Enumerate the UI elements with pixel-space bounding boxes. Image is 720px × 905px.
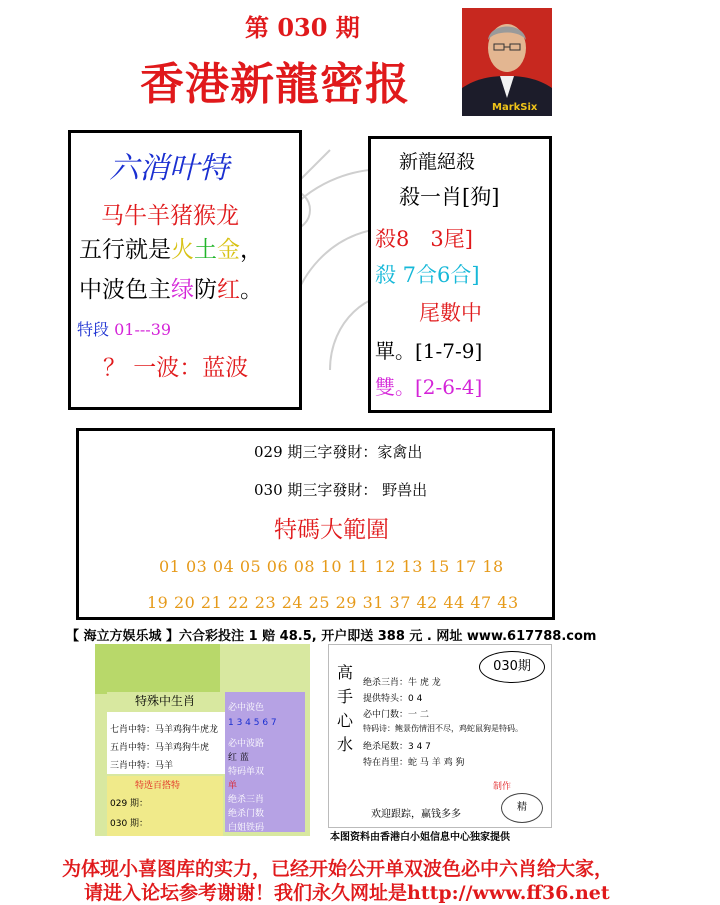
left-prediction-box [68,130,302,410]
wave-color-suffix: 。 [240,277,263,303]
side-label-6: 白姐铁码 [228,823,265,833]
ad-banner: 【 海立方娱乐城 】六合彩投注 1 赔 48.5, 开户即送 388 元 . 网址 www.617788.com [66,629,597,644]
side-label-3: 特码单双 [228,767,265,777]
side-value-2: 红 蓝 [228,753,249,763]
tail-number-heading: 尾數中 [419,301,482,325]
side-label-5: 绝杀门数 [228,809,265,819]
odd-tails: 單。[1-7-9] [375,339,483,363]
expert-row-4: 特码诗：鲍景伤情泪不尽，鸡蛇鼠狗是特码。 [363,724,523,733]
expert-row-1: 绝杀三肖：牛 虎 龙 [363,678,441,688]
expert-vertical-title: 高手心水 [337,663,354,754]
footer-line-2: 请进入论坛参考谢谢！我们永久网址是http://www.ff36.net [84,882,610,904]
five-elements-prefix: 五行就是 [79,237,171,263]
special-range-value: 01---39 [114,320,172,339]
expert-row-3: 必中门数：一 二 [363,710,429,720]
panel-side-column [225,692,305,832]
expert-row-2: 提供特头：0 4 [363,694,423,704]
wave-green: 绿 [171,277,194,303]
stamp-icon [501,793,543,823]
stamp-label: 精 [517,802,527,813]
kill-combo: 殺 7合6合] [375,263,480,287]
kill-tail: 殺8 3尾] [375,227,473,251]
wave-color-line [79,271,263,304]
range-heading: 特碼大範圍 [274,517,389,543]
special-range-line [77,317,171,340]
bottom-030: 030 期： [110,819,149,829]
panel-top-art [95,644,220,694]
range-numbers-row-2: 19 20 21 22 23 24 25 29 31 37 42 44 47 43 [147,593,519,612]
expert-panel [328,644,552,828]
panel-title: 特殊中生肖 [107,692,223,710]
photo-logo: MarkSix [492,102,538,113]
issue-030-hint: 030 期三字發財： 野兽出 [254,481,428,499]
wave-color-prefix: 中波色主 [79,277,171,303]
side-value-1: 1 3 4 5 6 7 [228,718,277,728]
even-tails: 雙。[2-6-4] [375,375,483,399]
bottom-029: 029 期： [110,799,149,809]
expert-footer: 欢迎跟踪，赢钱多多 [371,809,461,820]
five-elements-line [79,231,263,264]
element-earth: 土 [194,237,217,263]
element-fire: 火 [171,237,194,263]
wave-answer: ？ 一波：蓝波 [103,355,249,381]
panel-row-5: 五肖中特：马羊鸡狗牛虎 [110,743,210,753]
range-numbers-row-1: 01 03 04 05 06 08 10 11 12 13 15 17 18 [159,557,504,576]
element-metal: 金 [217,237,240,263]
side-label-2: 必中波路 [228,739,265,749]
footer-line-1: 为体现小喜图库的实力，已经开始公开单双波色必中六肖给大家， [62,858,614,880]
zodiac-panel [95,644,310,836]
five-elements-suffix: ， [240,237,263,263]
panel-row-7: 七肖中特：马羊鸡狗牛虎龙 [110,725,219,735]
bottom-title: 特选百搭特 [135,781,181,791]
issue-number: 第 030 期 [245,13,360,42]
issue-badge: 030期 [479,651,545,683]
panel-zodiac-list [107,712,225,774]
special-range-label: 特段 [77,320,110,339]
kill-zodiac: 殺一肖[狗] [399,185,500,209]
wave-mid: 防 [194,277,217,303]
credit-line: 本图资料由香港白小姐信息中心独家提供 [330,832,510,843]
left-box-heading: 六消叶特 [109,151,229,186]
panel-row-3: 三肖中特：马羊 [110,761,174,771]
expert-row-6: 特在肖里：蛇 马 羊 鸡 狗 [363,758,465,768]
page-title: 香港新龍密报 [140,59,410,110]
side-value-3: 单 [228,781,238,791]
middle-range-box [76,428,555,620]
issue-029-hint: 029 期三字發財：家禽出 [254,443,423,461]
portrait-image [462,8,552,116]
right-kill-box [368,136,552,413]
stamp-text: 制作 [493,782,512,792]
side-label-1: 必中波色 [228,703,265,713]
right-box-heading: 新龍絕殺 [399,151,476,173]
side-label-4: 绝杀三肖 [228,795,265,805]
presenter-photo [462,8,552,116]
expert-row-5: 绝杀尾数：3 4 7 [363,742,431,752]
zodiac-list: 马牛羊猪猴龙 [101,203,239,229]
panel-bottom [107,776,223,836]
wave-red: 红 [217,277,240,303]
